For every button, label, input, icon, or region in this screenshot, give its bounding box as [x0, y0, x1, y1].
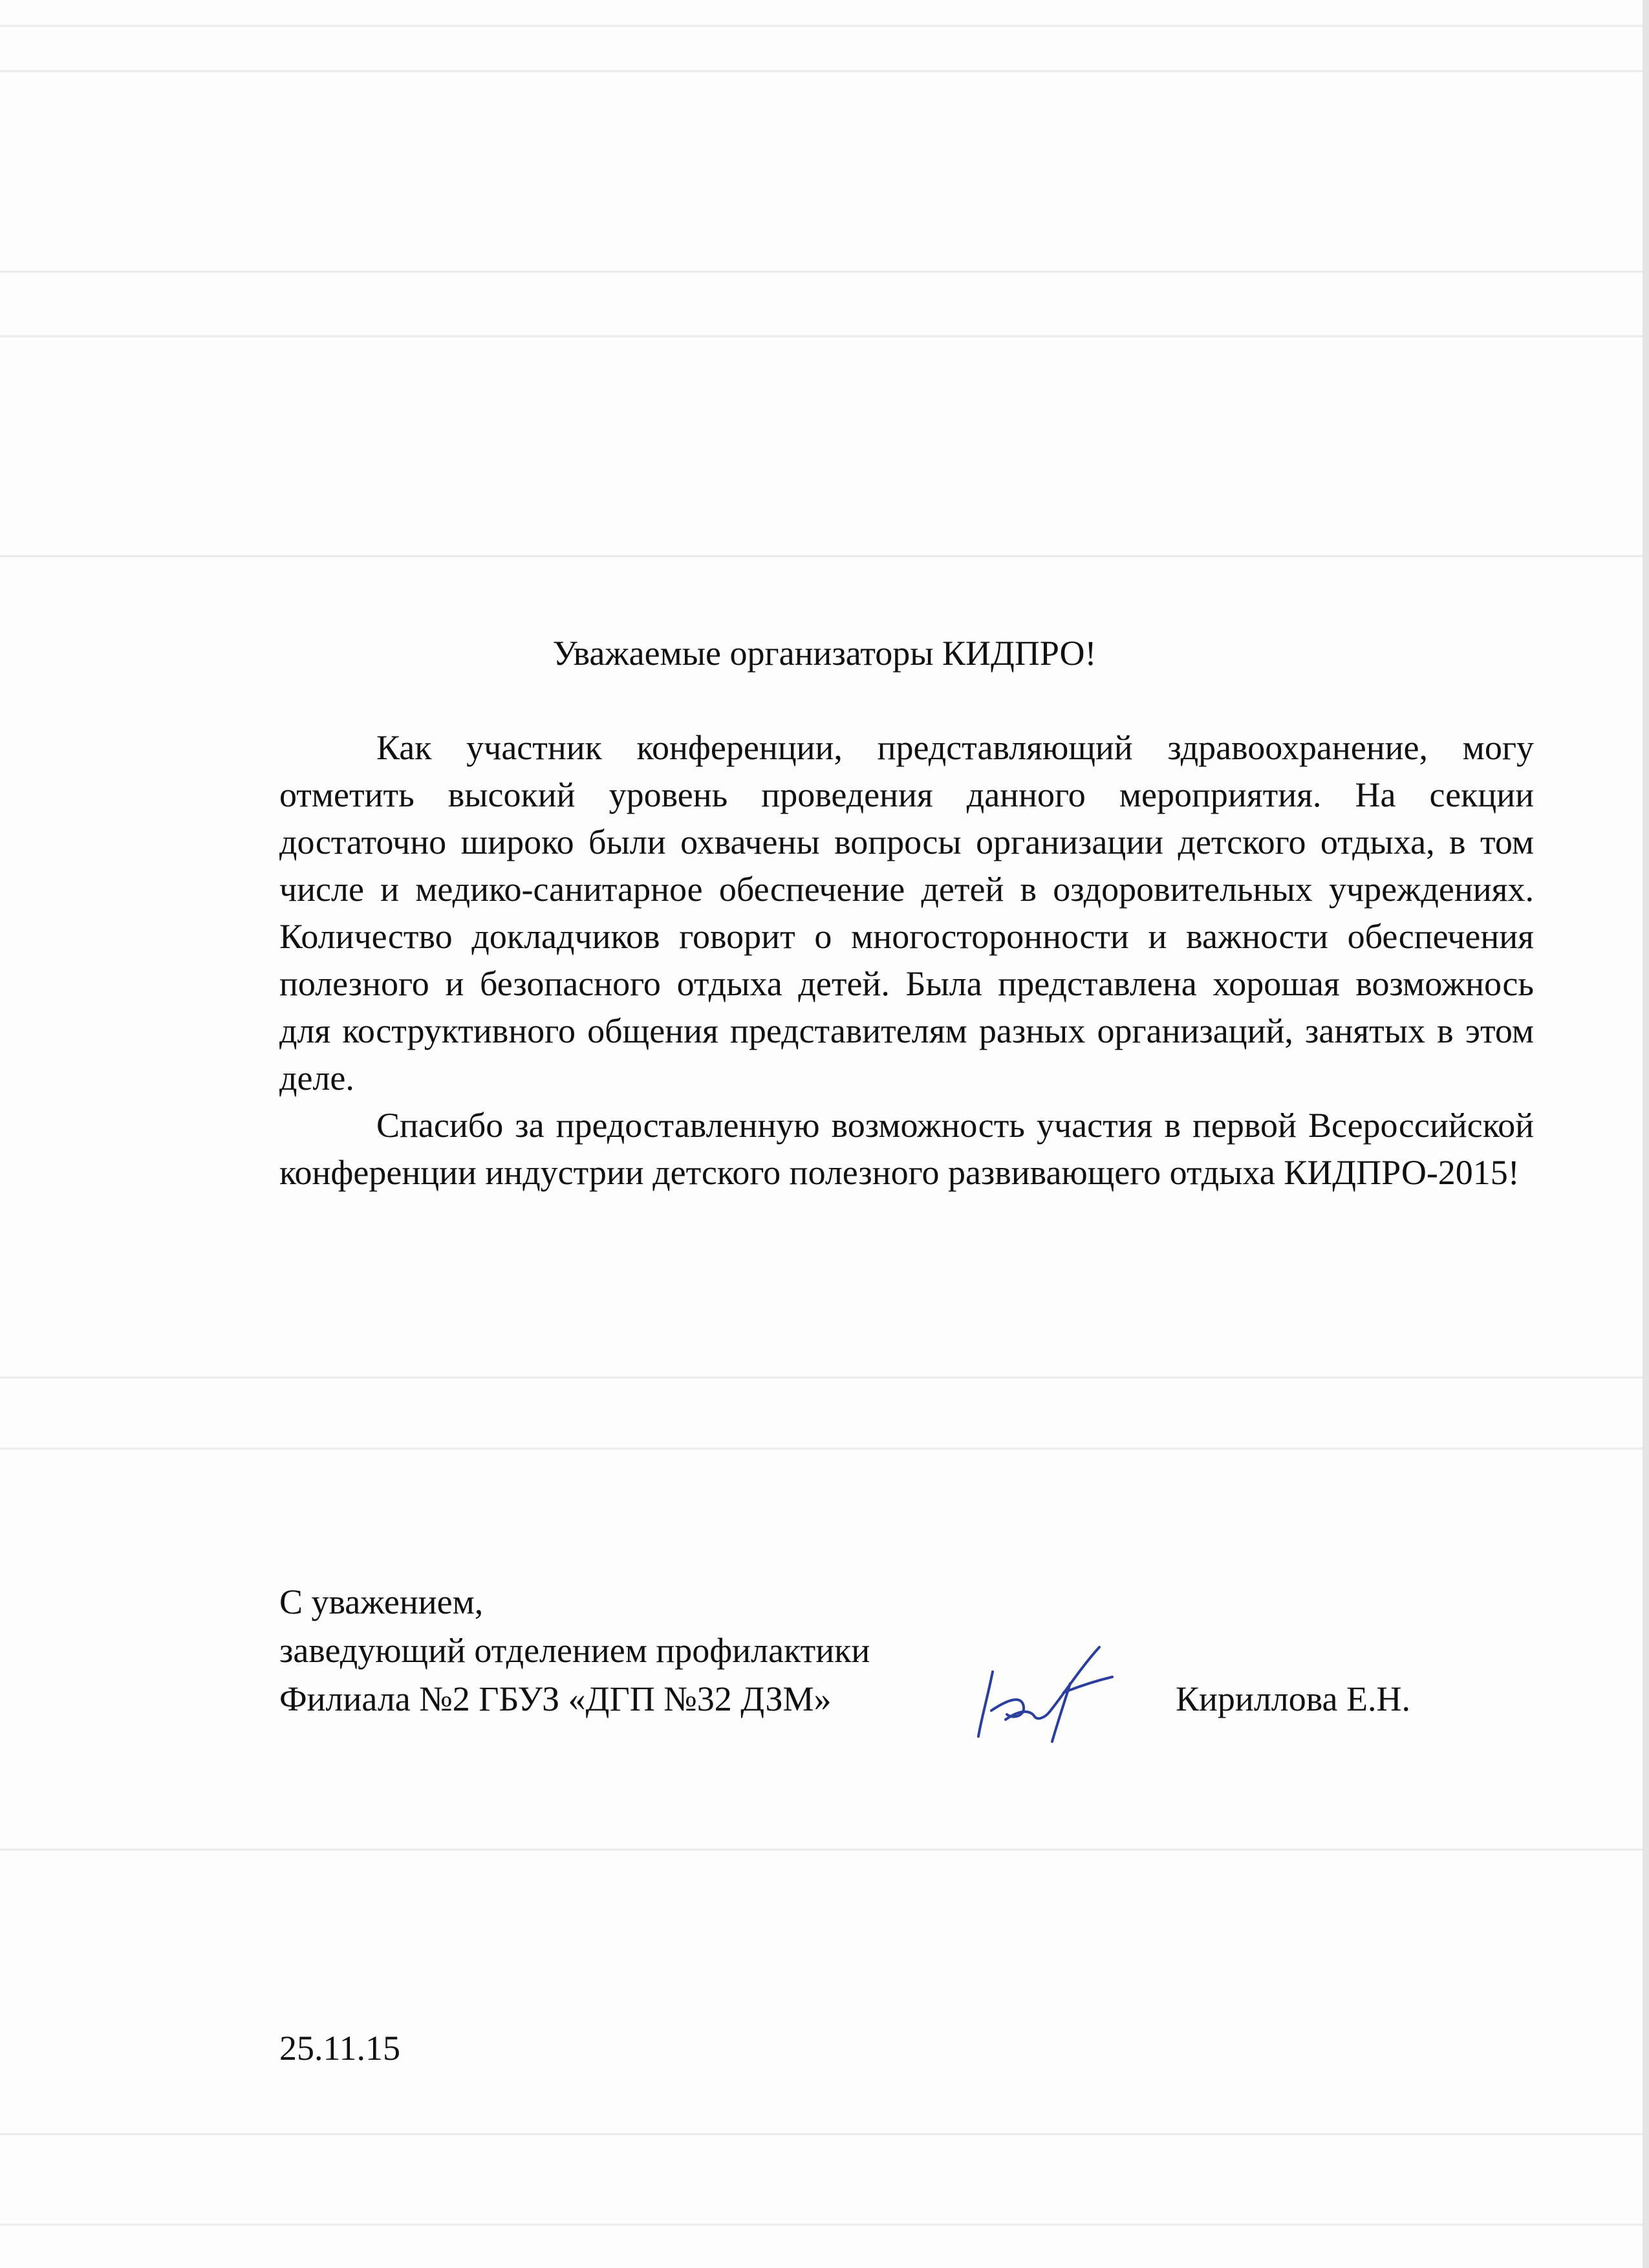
closing-block — [279, 1578, 870, 1723]
signer-organization: Филиала №2 ГБУЗ «ДГП №32 ДЗМ» — [279, 1679, 832, 1718]
letter-date: 25.11.15 — [279, 2029, 400, 2068]
handwritten-signature — [973, 1639, 1122, 1743]
closing-regards: С уважением, — [279, 1582, 484, 1621]
signer-position: заведующий отделением профилактики — [279, 1631, 870, 1670]
greeting: Уважаемые организаторы КИДПРО! — [552, 634, 1097, 673]
paragraph-thanks: Спасибо за предоставленную возможность участия в первой Всероссийской конференции индустрии детского полезного развивающего отдыха КИДПРО-2015! — [279, 1106, 1534, 1192]
paragraph-main: Как участник конференции, представляющий здравоохранение, могу отметить высокий уровень проведения данного мероприятия. На секции достаточно широко были охвачены вопросы организации детского отдыха, в том числе и медико-санитарное обеспечение детей в оздоровительных учреждениях. Количество докладчиков говорит о многосторонности и важности обеспечения полезного и безопасного отдыха детей. Была представлена хорошая возможнось для коструктивного общения представителям разных организаций, занятых в этом деле. — [279, 728, 1534, 1097]
letter-body — [279, 724, 1534, 1196]
signature-strokes — [978, 1647, 1112, 1742]
signer-name: Кириллова Е.Н. — [1176, 1679, 1410, 1718]
